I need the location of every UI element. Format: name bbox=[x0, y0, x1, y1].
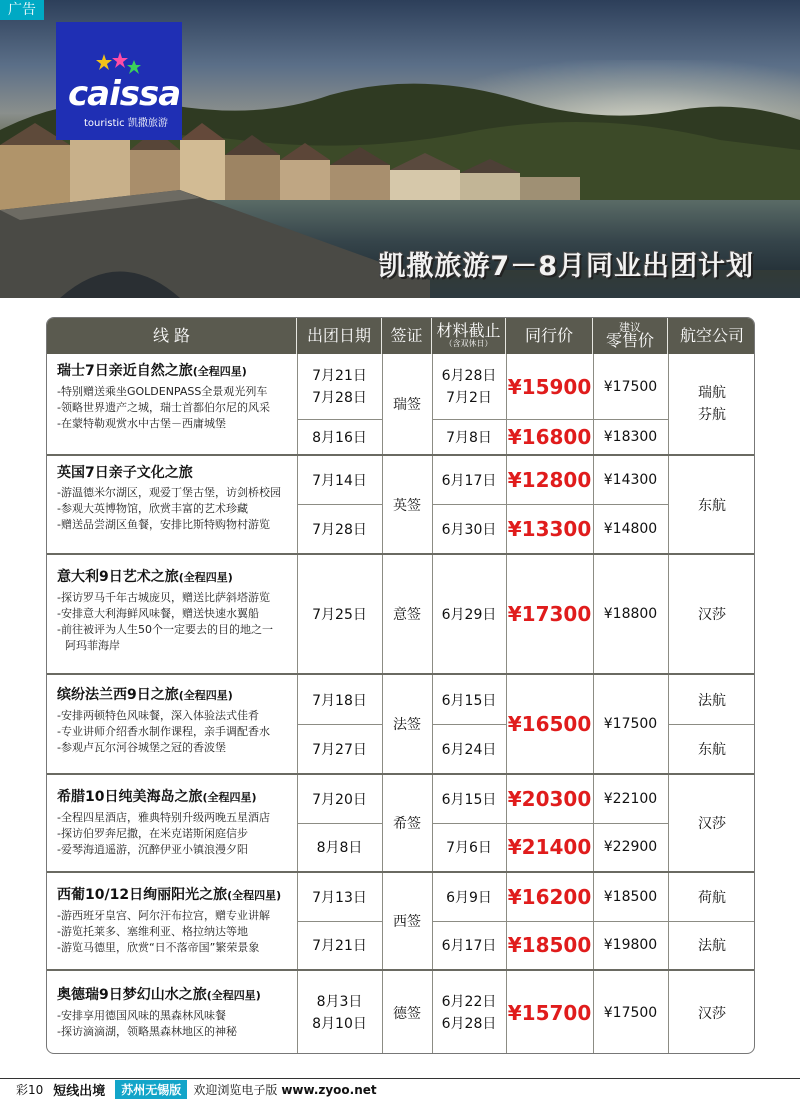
retail-price: ¥18300 bbox=[603, 428, 658, 445]
departure-date: 8月3日 bbox=[316, 994, 363, 1010]
tour-adz-description bbox=[57, 986, 297, 1040]
deadline: 6月17日 bbox=[441, 938, 497, 954]
tour-highlight: -探访滴滴湖，领略黑森林地区的神秘 bbox=[57, 1025, 237, 1038]
tour-france-description bbox=[57, 686, 297, 756]
ad-label: 广告 bbox=[0, 0, 44, 20]
deadline: 6月29日 bbox=[441, 607, 497, 623]
deadline: 6月28日 bbox=[441, 367, 497, 384]
departure-date: 7月21日 bbox=[312, 367, 367, 384]
tour-highlight: -参观卢瓦尔河谷城堡之冠的香波堡 bbox=[57, 741, 226, 754]
grid-line bbox=[297, 823, 382, 824]
departure-date: 7月28日 bbox=[312, 389, 367, 406]
header-deadline-note: （含双休日） bbox=[444, 339, 493, 349]
visa-type: 德签 bbox=[393, 1006, 421, 1022]
tour-uk-description bbox=[57, 464, 297, 533]
retail-price: ¥22900 bbox=[603, 839, 658, 855]
tour-title: 奥德瑞9日梦幻山水之旅 bbox=[57, 987, 207, 1003]
website-link[interactable]: www.zyoo.net bbox=[281, 1082, 377, 1097]
airline: 汉莎 bbox=[698, 816, 726, 832]
header-date: 出团日期 bbox=[297, 318, 382, 354]
tour-highlight: -领略世界遗产之城，瑞士首都伯尔尼的风采 bbox=[57, 401, 270, 414]
page-number: 彩10 bbox=[16, 1083, 44, 1097]
peer-price: ¥16800 bbox=[507, 424, 592, 449]
departure-date: 8月10日 bbox=[312, 1016, 367, 1032]
deadline: 7月2日 bbox=[446, 389, 492, 406]
tour-tag: (全程四星) bbox=[202, 791, 257, 804]
tour-swiss-description bbox=[57, 362, 297, 432]
departure-date: 7月21日 bbox=[312, 938, 367, 954]
airlines bbox=[668, 354, 755, 454]
header-deadline-label: 材料截止 bbox=[436, 321, 501, 341]
tour-iberia-description bbox=[57, 886, 297, 956]
tour-highlight: -在蒙特勒观赏水中古堡－西庸城堡 bbox=[57, 417, 226, 430]
retail-price: ¥18800 bbox=[603, 606, 658, 622]
tour-highlight: -专业讲师介绍香水制作课程，亲手调配香水 bbox=[57, 725, 270, 738]
tour-title: 瑞士7日亲近自然之旅 bbox=[57, 363, 193, 379]
peer-price: ¥17300 bbox=[507, 602, 592, 626]
departure-date: 8月8日 bbox=[316, 840, 363, 856]
retail-price: ¥19800 bbox=[603, 937, 658, 953]
departure-date: 7月28日 bbox=[312, 521, 367, 538]
deadline: 6月28日 bbox=[441, 1016, 497, 1032]
tour-highlight: -游西班牙皇宫、阿尔汗布拉宫，赠专业讲解 bbox=[57, 909, 270, 922]
header-retail-top: 建议 bbox=[618, 320, 641, 334]
edition-badge: 苏州无锡版 bbox=[115, 1080, 187, 1099]
tour-title: 英国7日亲子文化之旅 bbox=[57, 465, 193, 481]
header-retail-bottom: 零售价 bbox=[605, 331, 654, 351]
header-airline: 航空公司 bbox=[679, 325, 744, 345]
tour-title: 西葡10/12日绚丽阳光之旅 bbox=[57, 887, 228, 903]
visa-type: 意签 bbox=[393, 607, 421, 623]
airline: 法航 bbox=[698, 938, 726, 954]
tour-greece-description bbox=[57, 788, 297, 858]
tour-highlight: -赠送品尝湖区鱼餐，安排比斯特购物村游览 bbox=[57, 518, 270, 531]
departure-date: 7月27日 bbox=[312, 741, 367, 758]
retail-price: ¥17500 bbox=[603, 378, 658, 395]
deadline: 6月22日 bbox=[441, 994, 497, 1010]
peer-price: ¥20300 bbox=[507, 787, 592, 811]
deadline: 6月9日 bbox=[446, 890, 492, 906]
tour-highlight: -探访伯罗奔尼撒，在米克诺斯闲庭信步 bbox=[57, 827, 248, 840]
retail-price: ¥14300 bbox=[603, 472, 658, 488]
tour-highlight: -特别赠送乘坐GOLDENPASS全景观光列车 bbox=[57, 385, 268, 398]
tour-highlight: -全程四星酒店，雅典特别升级两晚五星酒店 bbox=[57, 811, 270, 824]
visa-type: 希签 bbox=[393, 816, 421, 832]
retail-price: ¥17500 bbox=[603, 1005, 658, 1021]
grid-line bbox=[432, 724, 506, 725]
visa-type: 西签 bbox=[393, 914, 421, 930]
peer-price: ¥18500 bbox=[507, 933, 592, 957]
tour-highlight: -安排两顿特色风味餐，深入体验法式佳肴 bbox=[57, 709, 259, 722]
airline: 东航 bbox=[698, 497, 726, 514]
tour-highlight: -爱琴海逍遥游，沉醉伊亚小镇浪漫夕阳 bbox=[57, 843, 248, 856]
footer-slogan: 欢迎浏览电子版 bbox=[193, 1083, 278, 1097]
airline: 汉莎 bbox=[698, 1006, 726, 1022]
grid-line bbox=[297, 504, 382, 505]
departure-dates bbox=[297, 354, 382, 419]
airline: 瑞航 bbox=[698, 385, 726, 401]
tour-highlight: -参观大英博物馆，欣赏丰富的艺术珍藏 bbox=[57, 502, 248, 515]
tour-highlight: 阿玛菲海岸 bbox=[65, 639, 120, 652]
deadline: 6月15日 bbox=[441, 692, 497, 709]
peer-price: ¥12800 bbox=[507, 468, 592, 492]
visa-type: 瑞签 bbox=[393, 397, 421, 413]
header-deadline bbox=[432, 318, 506, 354]
brand-subtitle: touristic 凯撒旅游 bbox=[84, 118, 168, 129]
retail-price: ¥18500 bbox=[603, 889, 658, 905]
header-retail-price bbox=[593, 318, 668, 354]
tour-title: 意大利9日艺术之旅 bbox=[57, 569, 179, 585]
deadlines bbox=[432, 971, 506, 1054]
tour-tag: (全程四星) bbox=[192, 365, 247, 378]
deadline: 6月30日 bbox=[441, 521, 497, 538]
grid-line bbox=[297, 724, 382, 725]
section-name: 短线出境 bbox=[53, 1084, 106, 1099]
page-footer bbox=[0, 1078, 800, 1100]
airline: 法航 bbox=[698, 692, 726, 709]
tour-highlight: -前往被评为人生50个一定要去的目的地之一 bbox=[57, 623, 273, 636]
grid-line bbox=[432, 823, 668, 824]
peer-price: ¥15900 bbox=[507, 374, 592, 399]
caissa-logo bbox=[56, 22, 182, 140]
tour-highlight: -游温德米尔湖区，观爱丁堡古堡，访剑桥校园 bbox=[57, 486, 281, 499]
airline: 东航 bbox=[698, 741, 726, 758]
tour-italy-description bbox=[57, 568, 297, 654]
deadline: 7月8日 bbox=[446, 429, 492, 446]
tour-tag: (全程四星) bbox=[227, 889, 282, 902]
tour-highlight: -游览托莱多、塞维利亚、格拉纳达等地 bbox=[57, 925, 248, 938]
grid-line bbox=[297, 921, 382, 922]
visa-type: 英签 bbox=[393, 497, 421, 514]
departure-date: 7月13日 bbox=[312, 890, 367, 906]
deadlines bbox=[432, 354, 506, 419]
visa-type: 法签 bbox=[393, 717, 421, 733]
deadline: 6月17日 bbox=[441, 473, 497, 489]
departure-dates bbox=[297, 971, 382, 1054]
tour-title: 希腊10日纯美海岛之旅 bbox=[57, 789, 203, 805]
tour-schedule-table bbox=[46, 317, 755, 1054]
tour-highlight: -安排意大利海鲜风味餐，赠送快速水翼船 bbox=[57, 607, 259, 620]
retail-price: ¥22100 bbox=[603, 791, 658, 807]
tour-tag: (全程四星) bbox=[178, 689, 233, 702]
grid-line bbox=[432, 504, 668, 505]
tour-highlight: -安排享用德国风味的黑森林风味餐 bbox=[57, 1009, 226, 1022]
tour-highlight: -游览马德里，欣赏“日不落帝国”繁荣景象 bbox=[57, 941, 260, 954]
grid-line bbox=[432, 921, 755, 922]
tour-highlight: -探访罗马千年古城庞贝，赠送比萨斜塔游览 bbox=[57, 591, 270, 604]
peer-price: ¥16200 bbox=[507, 885, 592, 909]
peer-price: ¥15700 bbox=[507, 1001, 592, 1025]
airline: 荷航 bbox=[698, 890, 726, 906]
airline: 汉莎 bbox=[698, 607, 726, 623]
deadline: 6月24日 bbox=[441, 741, 497, 758]
departure-date: 7月20日 bbox=[312, 792, 367, 808]
stone-bridge bbox=[0, 190, 430, 298]
tour-tag: (全程四星) bbox=[206, 989, 261, 1002]
table-header bbox=[47, 318, 755, 354]
departure-date: 7月18日 bbox=[312, 692, 367, 709]
grid-line bbox=[297, 419, 382, 420]
departure-date: 7月14日 bbox=[312, 473, 367, 489]
peer-price: ¥16500 bbox=[507, 712, 592, 736]
retail-price: ¥17500 bbox=[603, 716, 658, 732]
tour-tag: (全程四星) bbox=[178, 571, 233, 584]
brand-name: caissa bbox=[68, 74, 181, 114]
deadline: 6月15日 bbox=[441, 792, 497, 808]
grid-line bbox=[668, 724, 755, 725]
header-route: 线 路 bbox=[47, 318, 297, 354]
peer-price: ¥13300 bbox=[507, 516, 592, 541]
airline: 芬航 bbox=[698, 407, 726, 423]
departure-date: 7月25日 bbox=[312, 607, 367, 623]
grid-line bbox=[432, 419, 668, 420]
retail-price: ¥14800 bbox=[603, 520, 658, 537]
header-visa: 签证 bbox=[382, 318, 432, 354]
banner-title: 凯撒旅游7－8月同业出团计划 bbox=[378, 251, 754, 282]
deadline: 7月6日 bbox=[446, 840, 492, 856]
tour-title: 缤纷法兰西9日之旅 bbox=[57, 687, 179, 703]
header-peer-price: 同行价 bbox=[506, 318, 593, 354]
hero-banner bbox=[0, 0, 800, 298]
departure-date: 8月16日 bbox=[312, 429, 367, 446]
peer-price: ¥21400 bbox=[507, 835, 592, 859]
